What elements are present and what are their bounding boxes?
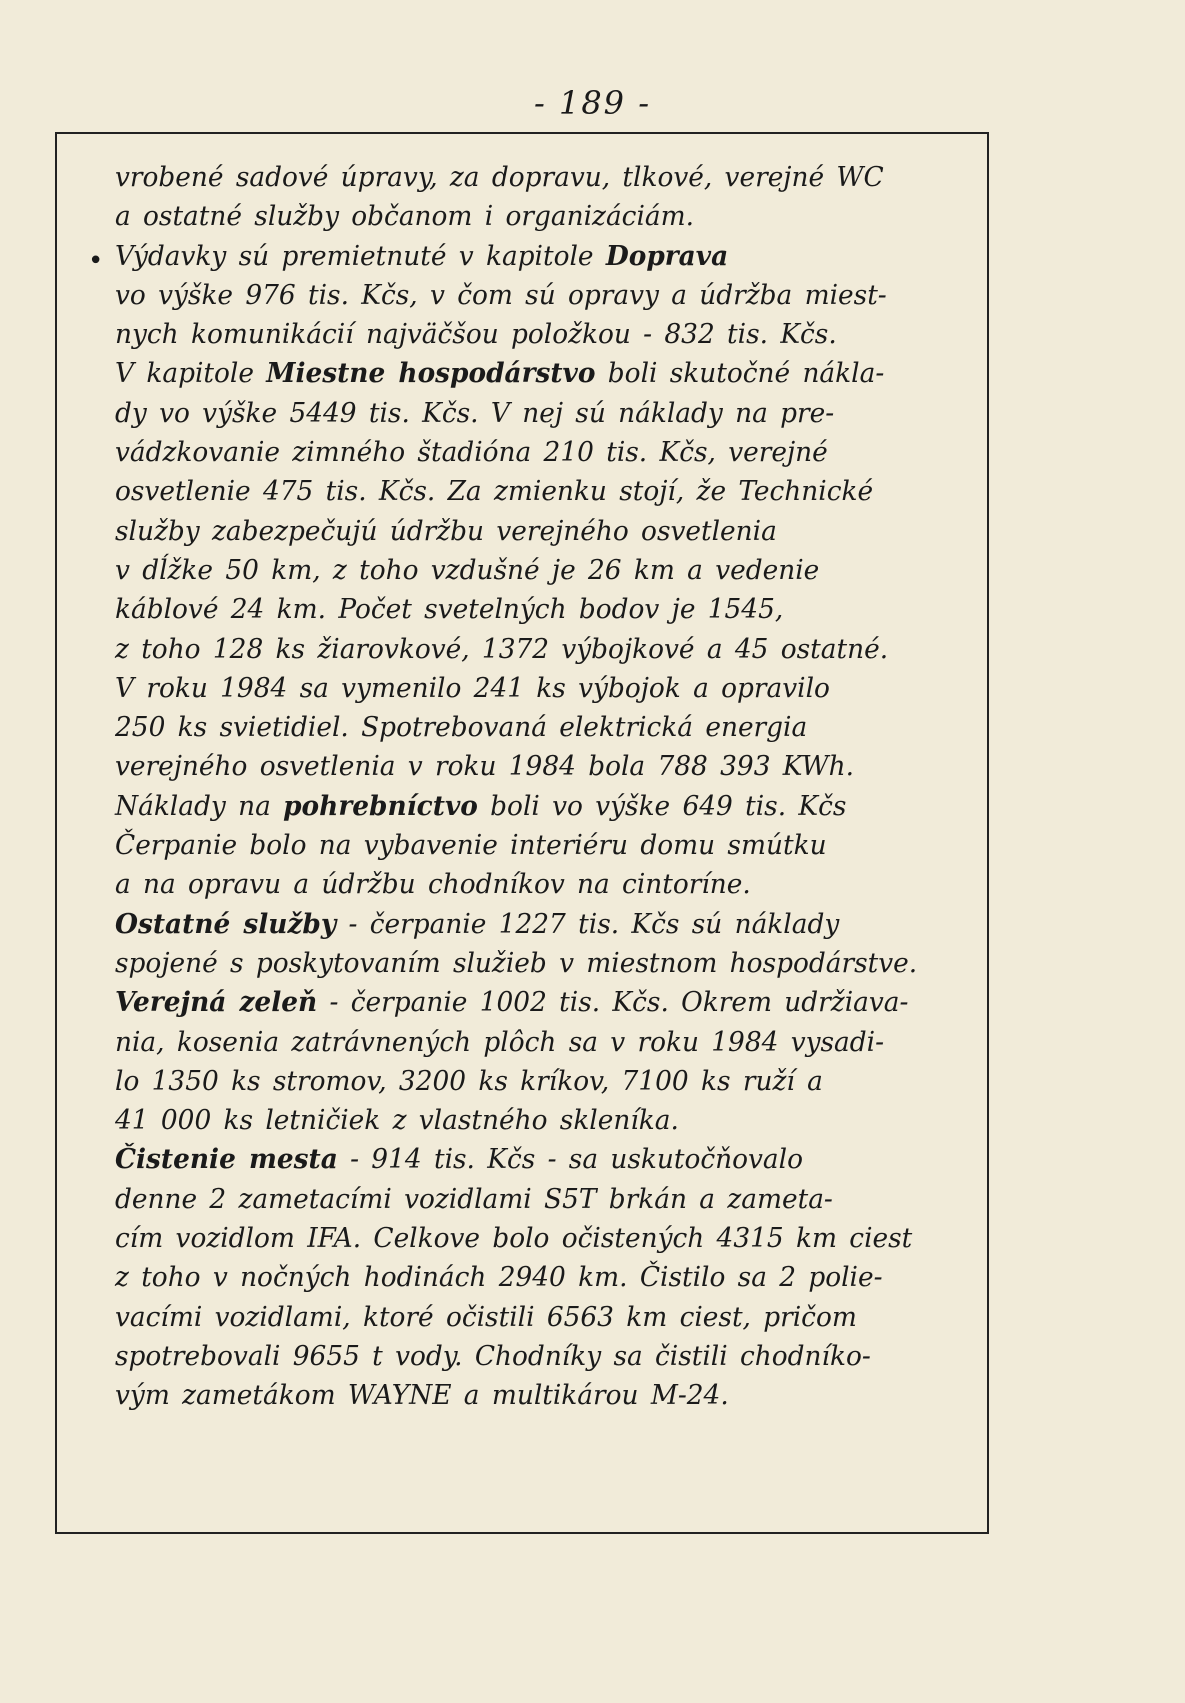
text-line [115, 708, 975, 747]
line-text: vo výške 976 tis. Kčs, v čom sú opravy a údržba miest- [115, 279, 887, 311]
text-line [115, 394, 975, 433]
text-line [115, 158, 975, 197]
line-text: Náklady na [115, 790, 284, 822]
text-line [115, 1219, 975, 1258]
line-text: vrobené sadové úpravy, za dopravu, tlkové, verejné WC [115, 162, 884, 193]
text-line [115, 630, 975, 669]
text-line [115, 512, 975, 551]
text-line [115, 826, 975, 865]
handwritten-text-body [115, 158, 995, 1416]
text-line [115, 551, 975, 590]
line-text: V roku 1984 sa vymenilo 241 ks výbojok a opravilo [115, 672, 830, 704]
line-text: a ostatné služby občanom i organizáciám. [115, 201, 695, 233]
text-line [115, 433, 975, 472]
line-text: Výdavky sú premietnuté v kapitole [115, 240, 606, 272]
line-text: Čerpanie bolo na vybavenie interiéru domu smútku [115, 830, 827, 862]
line-text: vádzkovanie zimného štadióna 210 tis. Kčs, verejné [115, 437, 828, 469]
text-line [115, 315, 975, 354]
line-text: - čerpanie 1227 tis. Kčs sú náklady [336, 908, 840, 940]
text-line [115, 865, 975, 904]
line-text: nia, kosenia zatrávnených plôch sa v roku 1984 vysadi- [115, 1026, 885, 1058]
bold-heading: Doprava [605, 240, 729, 272]
text-line [115, 590, 975, 629]
text-line [115, 237, 975, 276]
line-text: - čerpanie 1002 tis. Kčs. Okrem udržiava- [317, 987, 909, 1019]
page-number: - 189 - [533, 84, 652, 122]
line-text: nych komunikácií najväčšou položkou - 832 tis. Kčs. [115, 319, 837, 351]
line-text: v dĺžke 50 km, z toho vzdušné je 26 km a vedenie [115, 554, 820, 586]
text-line [115, 1023, 975, 1062]
line-text: vacími vozidlami, ktoré očistili 6563 km ciest, pričom [115, 1301, 857, 1333]
text-line [115, 983, 975, 1022]
line-text: verejného osvetlenia v roku 1984 bola 788 393 KWh. [115, 751, 855, 783]
line-text: z toho 128 ks žiarovkové, 1372 výbojkové a 45 ostatné. [115, 633, 889, 665]
text-line [115, 354, 975, 393]
line-text: osvetlenie 475 tis. Kčs. Za zmienku stojí, že Technické [115, 476, 874, 508]
text-line [115, 1376, 975, 1415]
text-line [115, 197, 975, 236]
text-line [115, 1062, 975, 1101]
line-text: 250 ks svietidiel. Spotrebovaná elektrická energia [115, 712, 808, 744]
line-text: 41 000 ks letničiek z vlastného skleníka. [115, 1105, 679, 1137]
text-line [115, 1258, 975, 1297]
line-text: spotrebovali 9655 t vody. Chodníky sa čistili chodníko- [115, 1340, 871, 1372]
text-line [115, 944, 975, 983]
bold-heading: Miestne hospodárstvo [266, 358, 596, 390]
bullet-marker: • [88, 246, 104, 276]
line-text: dy vo výške 5449 tis. Kčs. V nej sú náklady na pre- [115, 397, 835, 429]
bold-heading: Čistenie mesta [115, 1144, 338, 1176]
line-text: lo 1350 ks stromov, 3200 ks kríkov, 7100 ks ruží a [115, 1065, 823, 1097]
text-line [115, 1140, 975, 1179]
line-text: vým zametákom WAYNE a multikárou M-24. [115, 1380, 729, 1412]
line-text: denne 2 zametacími vozidlami S5T brkán a zameta- [115, 1183, 833, 1215]
text-line [115, 1101, 975, 1140]
line-text: V kapitole [115, 358, 267, 390]
line-text: boli vo výške 649 tis. Kčs [477, 790, 847, 822]
text-line [115, 1298, 975, 1337]
bold-heading: pohrebníctvo [283, 790, 478, 822]
line-text: káblové 24 km. Počet svetelných bodov je 1545, [115, 594, 784, 626]
line-text: boli skutočné nákla- [595, 358, 885, 390]
line-text: spojené s poskytovaním služieb v miestnom hospodárstve. [115, 947, 918, 979]
text-line [115, 787, 975, 826]
text-line [115, 1180, 975, 1219]
bold-heading: Ostatné služby [115, 908, 337, 940]
text-line [115, 276, 975, 315]
text-line [115, 669, 975, 708]
text-line [115, 472, 975, 511]
line-text: - 914 tis. Kčs - sa uskutočňovalo [337, 1144, 803, 1176]
text-line [115, 905, 975, 944]
line-text: z toho v nočných hodinách 2940 km. Čistilo sa 2 polie- [115, 1262, 883, 1294]
text-line [115, 747, 975, 786]
line-text: cím vozidlom IFA. Celkove bolo očistených 4315 km ciest [115, 1223, 913, 1255]
line-text: a na opravu a údržbu chodníkov na cintoríne. [115, 869, 751, 901]
line-text: služby zabezpečujú údržbu verejného osvetlenia [115, 515, 777, 547]
text-line [115, 1337, 975, 1376]
bold-heading: Verejná zeleň [115, 987, 318, 1019]
